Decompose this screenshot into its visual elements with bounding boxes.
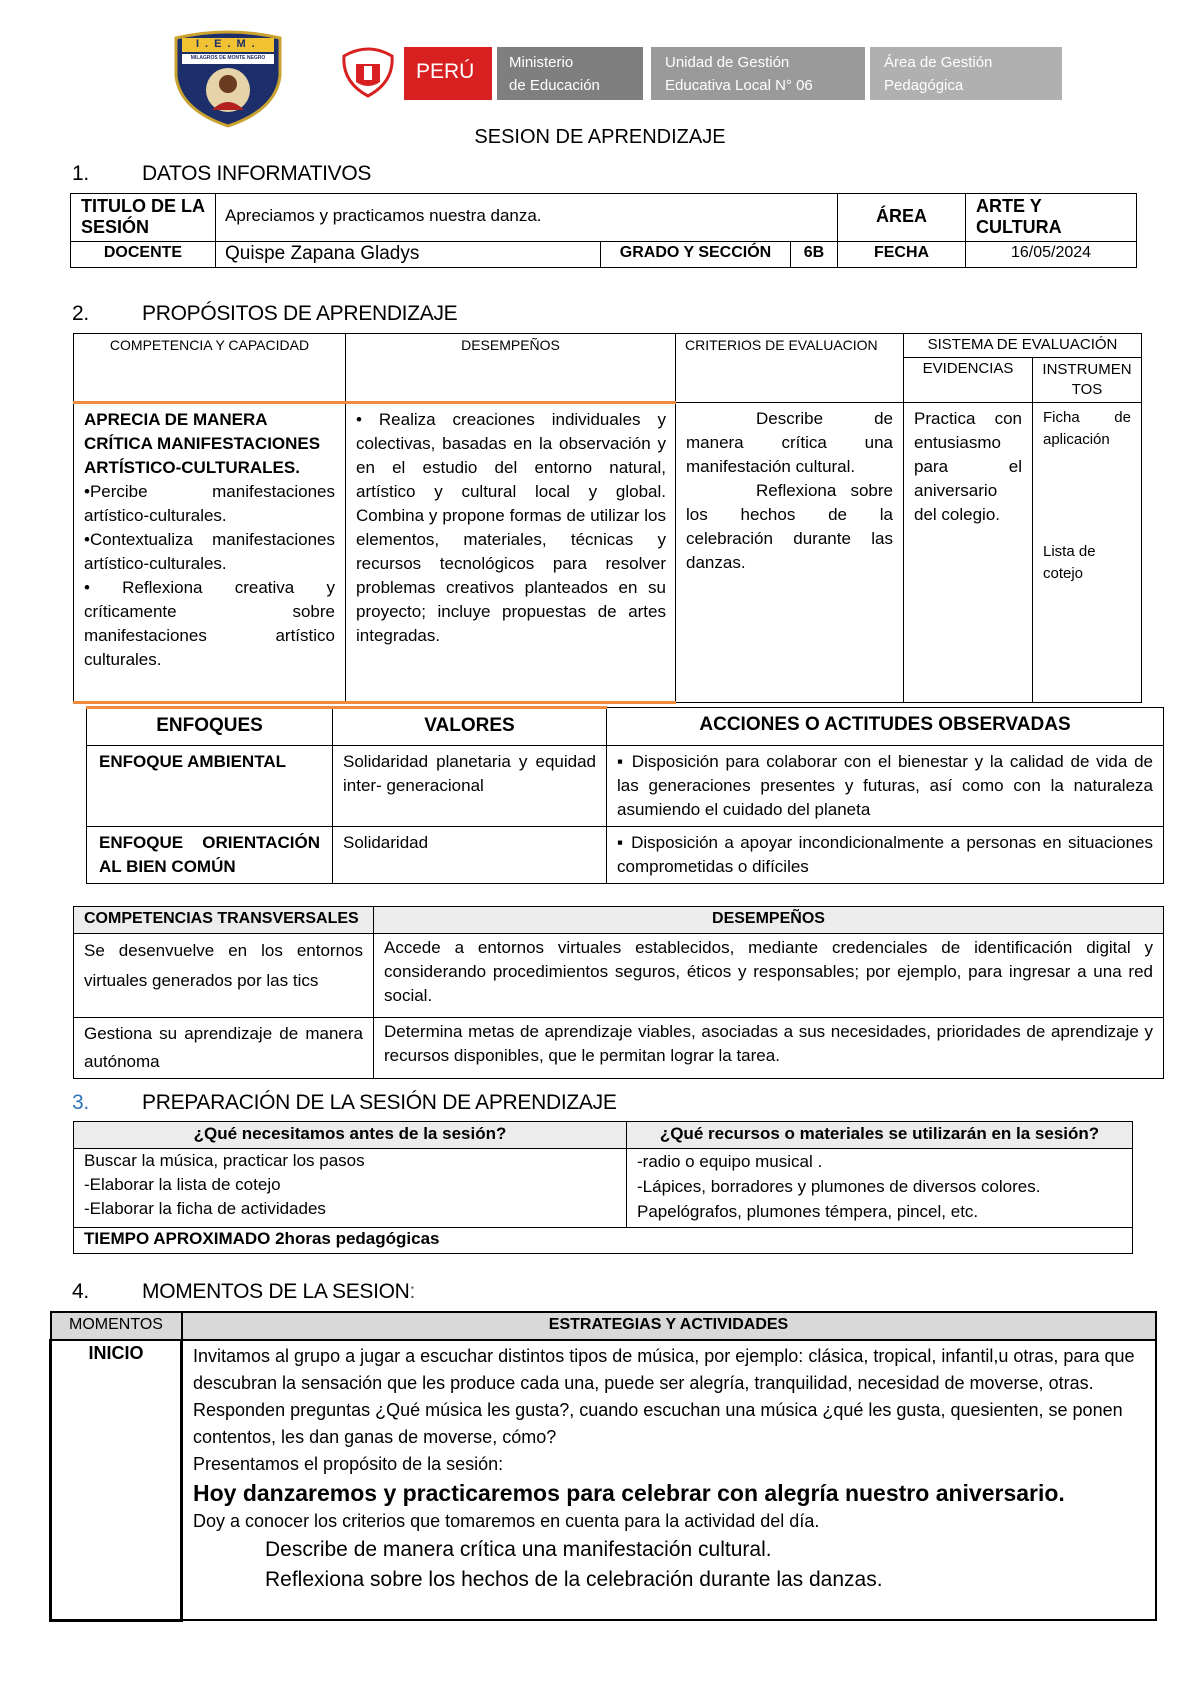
tiempo-aproximado: TIEMPO APROXIMADO 2horas pedagógicas (74, 1228, 1133, 1254)
preparacion-col2 (627, 1149, 1133, 1228)
logo-middle-text: MILAGROS DE MONTE NEGRO (190, 55, 266, 61)
agp-box (870, 47, 1062, 100)
enfoques-header: ENFOQUES (87, 708, 333, 746)
peru-shield (338, 46, 398, 98)
evidencia-cell: Practica con entusiasmo para el aniversario del colegio. (904, 403, 1033, 703)
datos-table (70, 193, 1137, 268)
transversal-desempeno-2: Determina metas de aprendizaje viables, asociadas a sus necesidades, prioridades de aprendizaje y recursos disponibles, que le permitan lograr la tarea. (374, 1018, 1164, 1079)
criterio-1: Describe de manera crítica una manifestación cultural. (686, 409, 893, 476)
section-4-heading (72, 1280, 415, 1304)
inicio-content (182, 1340, 1156, 1620)
agp-line2: Pedagógica (884, 77, 964, 94)
section-2-heading (72, 302, 457, 326)
section-4-number: 4. (72, 1280, 89, 1303)
valor-bien-comun: Solidaridad (333, 827, 607, 884)
momentos-header: MOMENTOS (51, 1312, 182, 1340)
inicio-paragraph-1: Invitamos al grupo a jugar a escuchar distintos tipos de música, por ejemplo: clásica, tropical, infantil,u otras, para que descubran la sensación que les produce cada una, puede ser alegría, tranquilidad, necesidad de moverse, otras. (193, 1346, 1135, 1393)
section-3-heading (72, 1091, 617, 1115)
section-1-heading (72, 162, 371, 186)
instrumento-2: Lista de cotejo (1043, 543, 1096, 582)
inicio-criterio-2: Reflexiona sobre los hechos de la celebración durante las danzas. (265, 1568, 883, 1591)
transversal-competencia-1: Se desenvuelve en los entornos virtuales generados por las tics (74, 934, 374, 1018)
preparacion-col1 (74, 1149, 627, 1228)
accion-ambiental: ▪ Disposición para colaborar con el bienestar y la calidad de vida de las generaciones presentes y futuras, así como con la naturaleza asumiendo el cuidado del planeta (607, 746, 1164, 827)
estrategias-header: ESTRATEGIAS Y ACTIVIDADES (182, 1312, 1156, 1340)
session-purpose: Hoy danzaremos y practicaremos para celebrar con alegría nuestro aniversario. (193, 1480, 1065, 1506)
peru-box (404, 47, 492, 100)
valor-ambiental: Solidaridad planetaria y equidad inter- generacional (333, 746, 607, 827)
enfoques-table (86, 706, 1164, 884)
transversales-table (73, 906, 1164, 1079)
propositos-table (73, 333, 1142, 704)
docente-label: DOCENTE (71, 242, 216, 268)
preparacion-need-3: -Elaborar la ficha de actividades (84, 1199, 326, 1218)
preparacion-resource-3: Papelógrafos, plumones témpera, pincel, etc. (637, 1202, 979, 1221)
titulo-value: Apreciamos y practicamos nuestra danza. (216, 194, 838, 242)
document-title: SESION DE APRENDIZAJE (474, 126, 726, 148)
fecha-label: FECHA (838, 242, 966, 268)
national-shield-icon (338, 46, 398, 98)
enfoque-ambiental: ENFOQUE AMBIENTAL (87, 746, 333, 827)
grado-value: 6B (791, 242, 838, 268)
ugel-box (651, 47, 865, 100)
criterio-2: Reflexiona sobre los hechos de la celebración durante las danzas. (686, 481, 893, 572)
agp-line1: Área de Gestión (884, 54, 993, 71)
section-4-title: MOMENTOS DE LA SESION (142, 1280, 410, 1303)
desempeno-cell: • Realiza creaciones individuales y colectivas, basadas en la observación y en el estudio del entorno natural, artístico y cultural local y global. Combina y propone formas de utilizar los elementos, materiales, técnicas y recursos tecnológicos para resolver problemas creativos planteados en su proyecto; incluye propuestas de artes integradas. (346, 403, 676, 703)
area-label: ÁREA (838, 194, 966, 242)
preparacion-table (73, 1121, 1133, 1254)
ministerio-line2: de Educación (509, 77, 600, 94)
peru-label: PERÚ (416, 60, 475, 83)
ugel-line2: Educativa Local N° 06 (665, 77, 813, 94)
section-1-number: 1. (72, 162, 89, 185)
ugel-line1: Unidad de Gestión (665, 54, 790, 71)
accion-bien-comun: ▪ Disposición a apoyar incondicionalmente a personas en situaciones comprometidas o difíciles (607, 827, 1164, 884)
titulo-label: TITULO DE LA SESIÓN (71, 194, 216, 242)
transversal-competencia-2: Gestiona su aprendizaje de manera autónoma (74, 1018, 374, 1079)
preparacion-resource-1: -radio o equipo musical . (637, 1152, 823, 1171)
section-3-number: 3. (72, 1091, 89, 1114)
ministerio-box (497, 47, 643, 100)
preparacion-need-2: -Elaborar la lista de cotejo (84, 1175, 281, 1194)
preparacion-col2-header: ¿Qué recursos o materiales se utilizarán en la sesión? (627, 1122, 1133, 1149)
header-competencia: COMPETENCIA Y CAPACIDAD (74, 334, 346, 403)
inicio-label: INICIO (51, 1340, 182, 1620)
acciones-header: ACCIONES O ACTITUDES OBSERVADAS (607, 708, 1164, 746)
school-logo (168, 28, 288, 128)
docente-value: Quispe Zapana Gladys (216, 242, 601, 268)
inicio-criterio-1: Describe de manera crítica una manifestación cultural. (265, 1538, 772, 1561)
header-desempenos: DESEMPEÑOS (346, 334, 676, 403)
fecha-value: 16/05/2024 (966, 242, 1137, 268)
section-2-title: PROPÓSITOS DE APRENDIZAJE (142, 302, 458, 325)
transversales-header: COMPETENCIAS TRANSVERSALES (74, 907, 374, 934)
section-2-number: 2. (72, 302, 89, 325)
ministerio-line1: Ministerio (509, 54, 574, 71)
header-evidencias: EVIDENCIAS (904, 358, 1033, 403)
inicio-paragraph-4: Doy a conocer los criterios que tomaremos en cuenta para la actividad del día. (193, 1511, 820, 1531)
competencia-title: APRECIA DE MANERA CRÍTICA MANIFESTACIONES ARTÍSTICO-CULTURALES. (84, 410, 321, 477)
inicio-paragraph-2: Responden preguntas ¿Qué música les gusta?, cuando escuchan una música ¿qué les gusta, quesienten, se ponen contentos, les dan ganas de moverse, cómo? (193, 1400, 1123, 1447)
capacidad-3: • Reflexiona creativa y críticamente sobre manifestaciones artístico culturales. (84, 578, 335, 669)
section-3-title: PREPARACIÓN DE LA SESIÓN DE APRENDIZAJE (142, 1091, 617, 1114)
logo-top-text: I.E.M. (196, 38, 261, 50)
preparacion-need-1: Buscar la música, practicar los pasos (84, 1151, 365, 1170)
header-sistema: SISTEMA DE EVALUACIÓN (904, 334, 1142, 358)
momentos-table (49, 1311, 1157, 1622)
transversal-desempeno-1: Accede a entornos virtuales establecidos, mediante credenciales de identificación digital y considerando procedimientos seguros, éticos y responsables; por ejemplo, para ingresar a una red social. (374, 934, 1164, 1018)
capacidad-1: •Percibe manifestaciones artístico-culturales. (84, 482, 335, 525)
header-instrumentos: INSTRUMENTOS (1033, 358, 1142, 403)
area-value: ARTE Y CULTURA (966, 194, 1137, 242)
enfoque-bien-comun: ENFOQUE ORIENTACIÓN AL BIEN COMÚN (87, 827, 333, 884)
preparacion-resource-2: -Lápices, borradores y plumones de diversos colores. (637, 1177, 1041, 1196)
instrumentos-cell (1033, 403, 1142, 703)
transversales-desempenos-header: DESEMPEÑOS (374, 907, 1164, 934)
inicio-paragraph-3: Presentamos el propósito de la sesión: (193, 1454, 504, 1474)
grado-label: GRADO Y SECCIÓN (601, 242, 791, 268)
header-criterios: CRITERIOS DE EVALUACION (676, 334, 904, 403)
section-4-title-suffix: : (409, 1280, 416, 1303)
competencia-cell (74, 403, 346, 703)
capacidad-2: •Contextualiza manifestaciones artístico-culturales. (84, 530, 335, 573)
valores-header: VALORES (333, 708, 607, 746)
preparacion-col1-header: ¿Qué necesitamos antes de la sesión? (74, 1122, 627, 1149)
criterios-cell (676, 403, 904, 703)
section-1-title: DATOS INFORMATIVOS (142, 162, 372, 185)
instrumento-1: Ficha de aplicación (1043, 409, 1131, 448)
